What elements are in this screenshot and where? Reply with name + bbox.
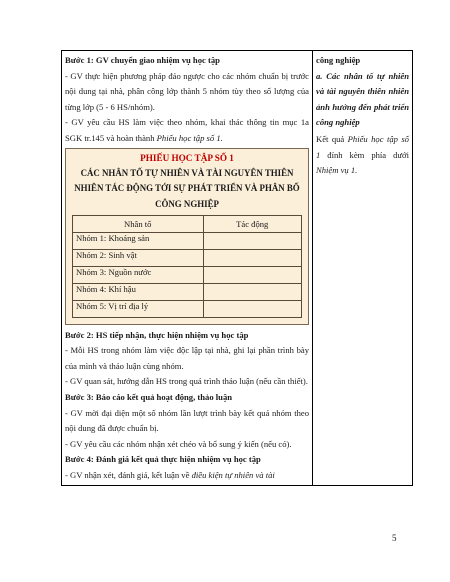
table-row [73,232,302,249]
step4-paragraph-1-italic: điều kiện tự nhiên và tài [191,469,275,480]
step3-paragraph-1: - GV mời đại diện một số nhóm lần lượt trình bày kết quả nhóm theo nội dung đã được chuẩn bị. [65,407,309,434]
product-note-text-1: Kết quả [316,133,348,144]
table-row [73,249,302,266]
step1-title: Bước 1: GV chuyển giao nhiệm vụ học tập [65,55,220,65]
worksheet-subtitle: CÁC NHÂN TỐ TỰ NHIÊN VÀ TÀI NGUYÊN THIÊN NHIÊN TÁC ĐỘNG TỚI SỰ PHÁT TRIỂN VÀ PHÂN BỐ CÔNG NGHIỆP [74,167,300,209]
worksheet-row-label: Nhóm 2: Sinh vật [73,249,204,266]
worksheet-box [65,148,309,325]
step2-title: Bước 2: HS tiếp nhận, thực hiện nhiệm vụ học tập [65,329,249,340]
step1-paragraph-1: - GV thực hiện phương pháp đảo ngược cho các nhóm chuẩn bị trước nội dung tại nhà, phân công lớp thành 5 nhóm tùy theo số lượng của từng lớp (5 - 6 HS/nhóm). [65,70,309,112]
product-note [316,132,409,179]
product-note-text-2: đính kèm phía dưới [320,149,409,160]
step3-paragraph-2: - GV yêu cầu các nhóm nhận xét chéo và bổ sung ý kiến (nếu có). [65,438,292,449]
table-row [73,300,302,317]
table-row [73,266,302,283]
table-row [73,283,302,300]
product-line-1: công nghiệp [316,55,361,65]
step2-paragraph-1: - Mỗi HS trong nhóm làm việc độc lập tại nhà, ghi lại phần trình bày của mình và thảo luận cùng nhóm. [65,345,309,371]
worksheet-row-value [203,232,301,249]
worksheet-row-label: Nhóm 4: Khí hậu [73,283,204,300]
product-column [313,51,413,486]
product-note-task: Nhiệm vụ 1. [316,165,358,176]
step4-title: Bước 4: Đánh giá kết quả thực hiện nhiệm vụ học tập [65,454,261,465]
worksheet-row-label: Nhóm 1: Khoáng sản [73,232,204,249]
step4-paragraph-1-text: - GV nhận xét, đánh giá, kết luận về [65,469,192,480]
worksheet-title: PHIẾU HỌC TẬP SỐ 1 [140,152,234,163]
step3-title: Bước 3: Báo cáo kết quả hoạt động, thảo luận [65,391,233,402]
worksheet-row-value [203,266,301,283]
product-heading: a. Các nhân tố tự nhiên và tài nguyên thiên nhiên ảnh hưởng đến phát triển công nghiệp [316,70,409,128]
step1-paragraph-2-text: - GV yêu cầu HS làm việc theo nhóm, khai thác thông tin mục 1a SGK tr.145 và hoàn thành [65,117,309,143]
worksheet-table [72,215,302,318]
worksheet-row-label: Nhóm 5: Vị trí địa lý [73,300,204,317]
page-number: 5 [392,533,397,543]
step2-paragraph-2: - GV quan sát, hướng dẫn HS trong quá trình thảo luận (nếu cần thiết). [65,376,308,387]
worksheet-row-value [203,300,301,317]
worksheet-row-value [203,283,301,300]
product-note-worksheet: Phiếu học tập số 1 [316,133,409,160]
step4-paragraph-1 [65,468,309,484]
step1-paragraph-2 [65,115,309,146]
worksheet-header-impact: Tác động [203,215,301,232]
worksheet-row-label: Nhóm 3: Nguồn nước [73,266,204,283]
worksheet-row-value [203,249,301,266]
worksheet-header-factor: Nhân tố [73,215,204,232]
worksheet-reference: Phiếu học tập số 1. [156,132,223,143]
lesson-table [61,50,413,486]
activity-column [62,51,313,486]
